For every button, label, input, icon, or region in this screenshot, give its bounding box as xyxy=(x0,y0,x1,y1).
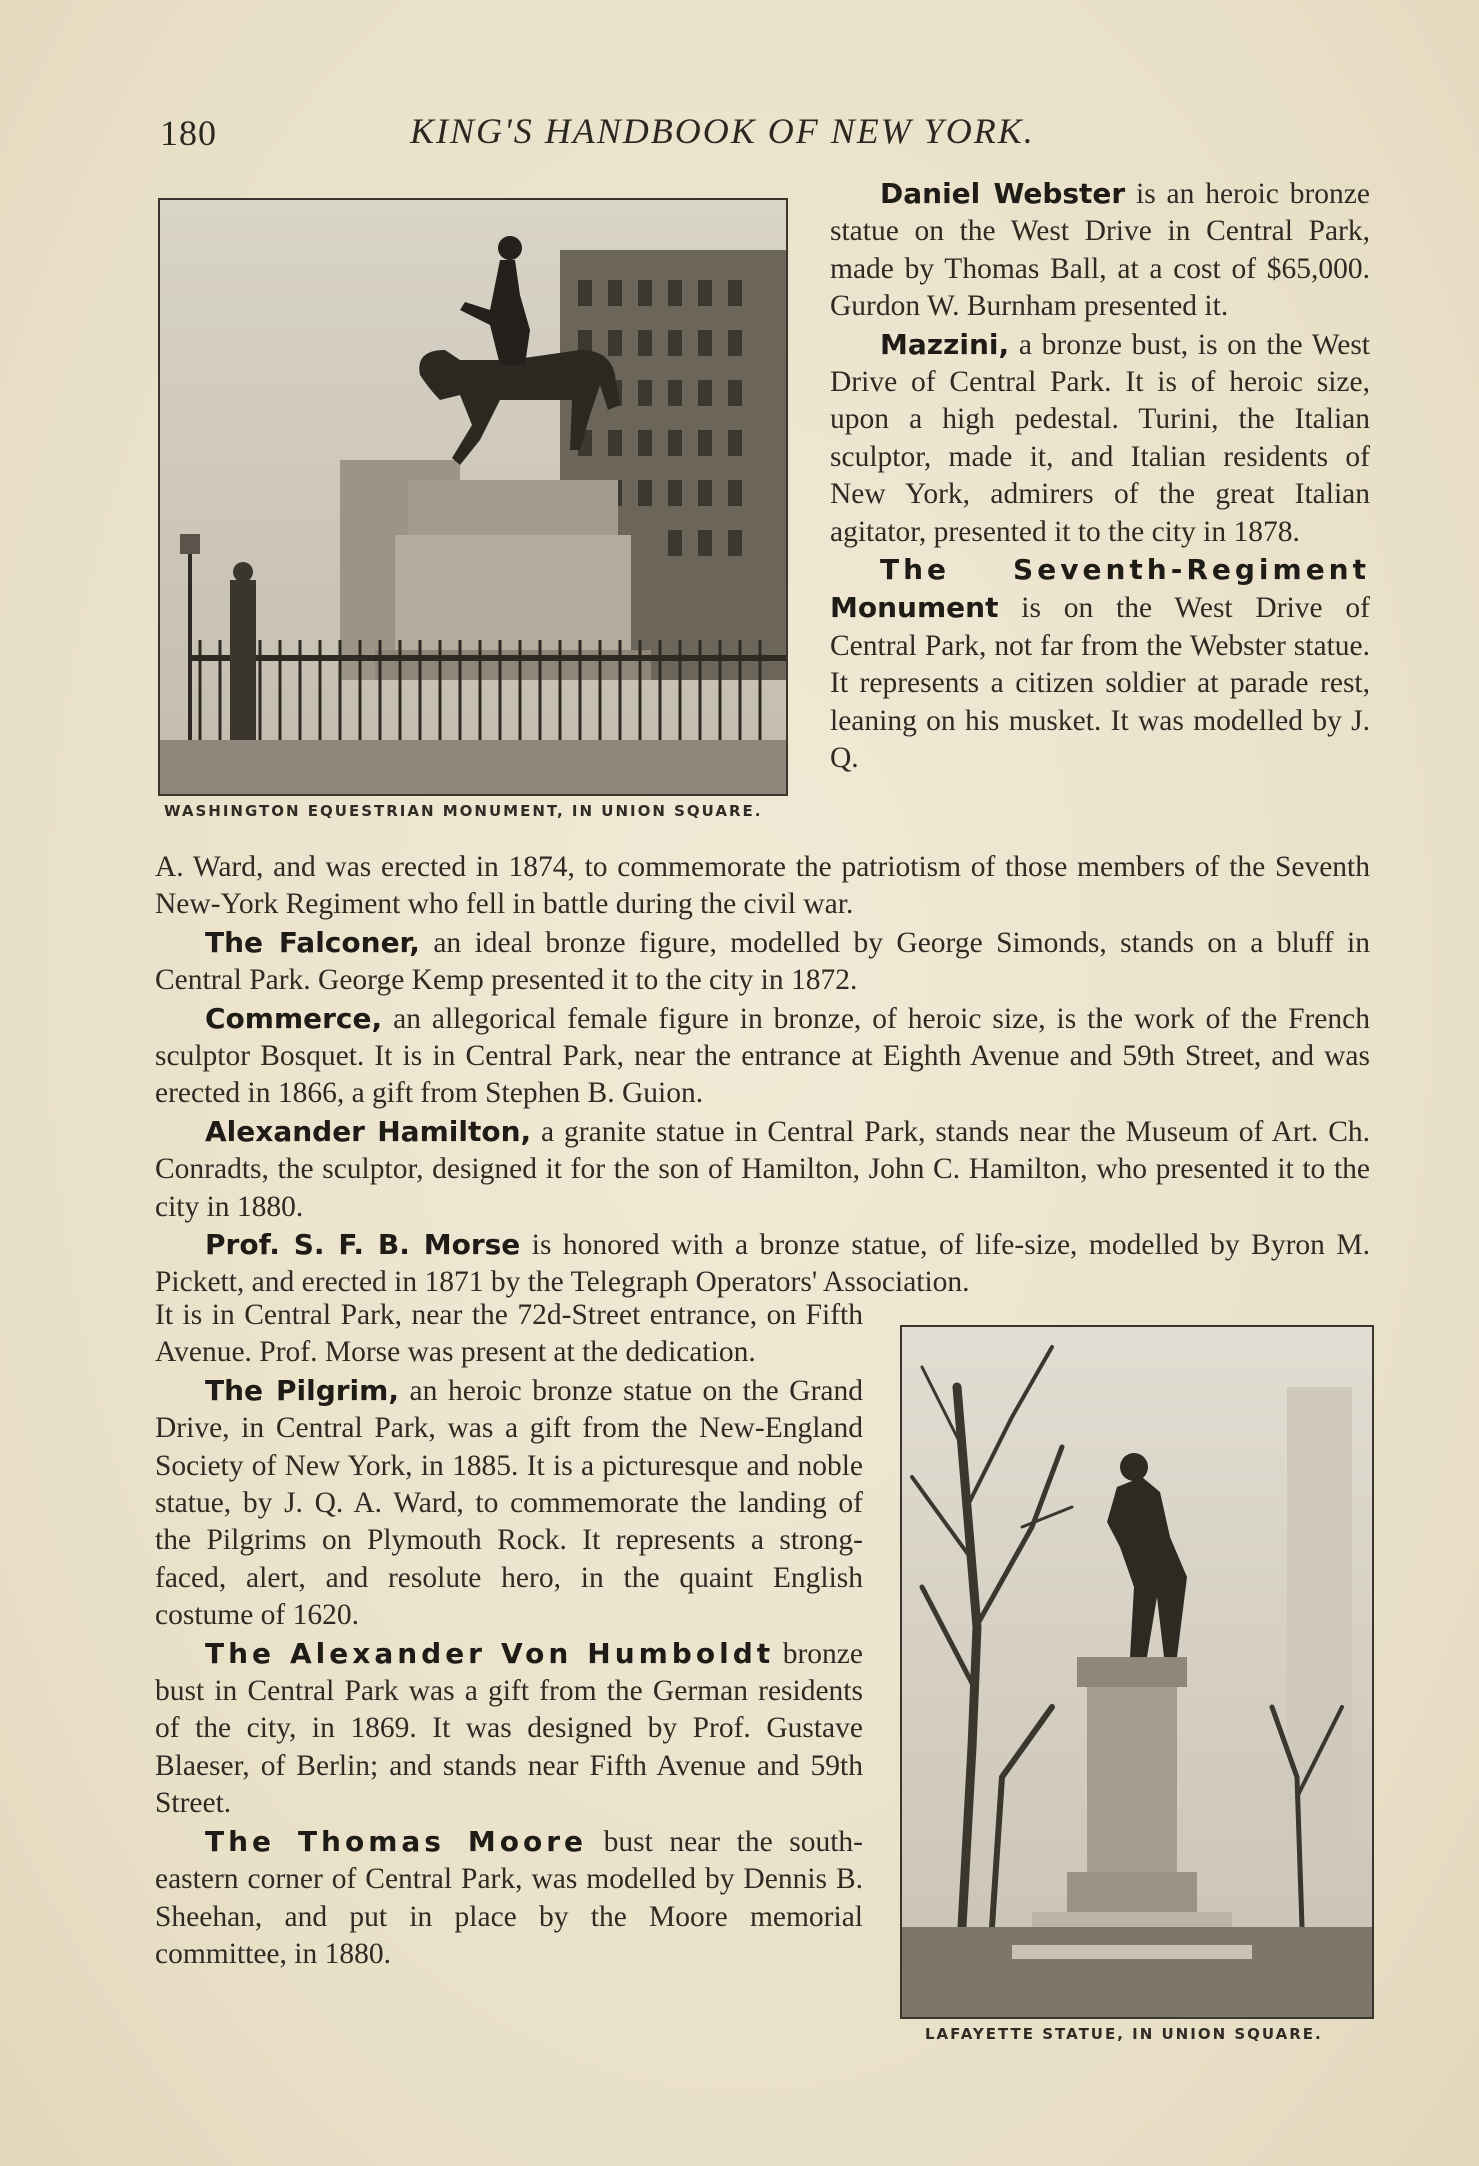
body-morse: is honored with a bronze statue, of life-size, modelled by Byron M. Pickett, and erected in 1871 by the Telegraph Operators' Association. xyxy=(155,1229,1370,1299)
body-humboldt: bronze bust in Central Park was a gift from the German residents of the city, in 1869. It was designed by Prof. Gustave Blaeser, of Berlin; and stands near Fifth Avenue and 59th Street. xyxy=(155,1637,863,1820)
washington-figure xyxy=(158,198,788,830)
heading-mazzini: Mazzini, xyxy=(880,327,1010,361)
body-seventh-regiment: is on the West Drive of Central Park, not far from the Webster statue. It represents a citizen soldier at parade rest, leaning on his musket. It was modelled by J. Q. xyxy=(830,592,1370,775)
equestrian-statue-illustration xyxy=(160,200,786,794)
body-hamilton: a granite statue in Central Park, stands near the Museum of Art. Ch. Conradts, the sculptor, designed it for the son of Hamilton, John C. Hamilton, who presented it to the city in 1880. xyxy=(155,1115,1370,1223)
body-pilgrim: an heroic bronze statue on the Grand Drive, in Central Park, was a gift from the New-England Society of New York, in 1885. It is a picturesque and noble statue, by J. Q. A. Ward, to commemorate the landing of the Pilgrims on Plymouth Rock. It represents a strong-faced, alert, and resolute hero, in the quaint English costume of 1620. xyxy=(155,1374,863,1632)
heading-commerce: Commerce, xyxy=(205,1001,383,1035)
lafayette-photo xyxy=(900,1325,1374,2019)
body-webster: is an heroic bronze statue on the West Drive in Central Park, made by Thomas Ball, at a cost of $65,000. Gurdon W. Burnham presented it. xyxy=(830,178,1370,323)
lafayette-caption: LAFAYETTE STATUE, IN UNION SQUARE. xyxy=(925,2025,1323,2043)
body-mazzini: a bronze bust, is on the West Drive of Central Park. It is of heroic size, upon a high pedestal. Turini, the Italian sculptor, made it, and Italian residents of New York, admirers of the great Italian agitator, presented it to the city in 1878. xyxy=(830,328,1370,548)
entry-hamilton xyxy=(155,1113,1370,1226)
entry-morse xyxy=(155,1226,1370,1302)
washington-photo xyxy=(158,198,788,796)
entry-webster xyxy=(830,175,1370,326)
entry-falconer xyxy=(155,924,1370,1000)
heading-webster: Daniel Webster xyxy=(880,177,1126,210)
heading-hamilton: Alexander Hamilton, xyxy=(205,1114,532,1148)
body-moore: bust near the south-eastern corner of Central Park, was modelled by Dennis B. Sheehan, and put in place by the Moore memorial committee, in 1880. xyxy=(155,1825,863,1970)
heading-seventh-regiment-2: Monument xyxy=(830,591,999,625)
body-falconer: an ideal bronze figure, modelled by George Simonds, stands on a bluff in Central Park. George Kemp presented it to the city in 1872. xyxy=(155,926,1370,997)
heading-morse: Prof. S. F. B. Morse xyxy=(205,1228,521,1262)
lafayette-figure xyxy=(900,1325,1380,2050)
full-width-text xyxy=(155,849,1370,1302)
washington-caption: WASHINGTON EQUESTRIAN MONUMENT, IN UNION SQUARE. xyxy=(164,802,763,820)
heading-falconer: The Falconer, xyxy=(205,925,420,959)
entry-pilgrim xyxy=(155,1372,863,1635)
lafayette-statue-illustration xyxy=(902,1327,1372,2017)
right-column-text xyxy=(830,175,1370,778)
seventh-regiment-continued: A. Ward, and was erected in 1874, to commemorate the patriotism of those members of the Seventh New-York Regiment who fell in battle during the civil war. xyxy=(155,851,1370,921)
entry-moore xyxy=(155,1823,863,1974)
page-number: 180 xyxy=(160,113,217,153)
left-column-text xyxy=(155,1297,863,1973)
heading-moore: The Thomas Moore xyxy=(205,1824,588,1858)
running-head: KING'S HANDBOOK OF NEW YORK. xyxy=(410,111,1035,151)
morse-continued: It is in Central Park, near the 72d-Street entrance, on Fifth Avenue. Prof. Morse was present at the dedication. xyxy=(155,1299,863,1369)
entry-seventh-regiment xyxy=(830,551,1370,777)
heading-seventh-regiment: The Seventh-Regiment xyxy=(880,553,1370,587)
body-commerce: an allegorical female figure in bronze, of heroic size, is the work of the French sculptor Bosquet. It is in Central Park, near the entrance at Eighth Avenue and 59th Street, and was erected in 1866, a gift from Stephen B. Guion. xyxy=(155,1002,1370,1110)
entry-humboldt xyxy=(155,1635,863,1823)
heading-pilgrim: The Pilgrim, xyxy=(205,1373,399,1407)
entry-commerce xyxy=(155,1000,1370,1113)
heading-humboldt: The Alexander Von Humboldt xyxy=(205,1636,775,1670)
entry-mazzini xyxy=(830,326,1370,551)
